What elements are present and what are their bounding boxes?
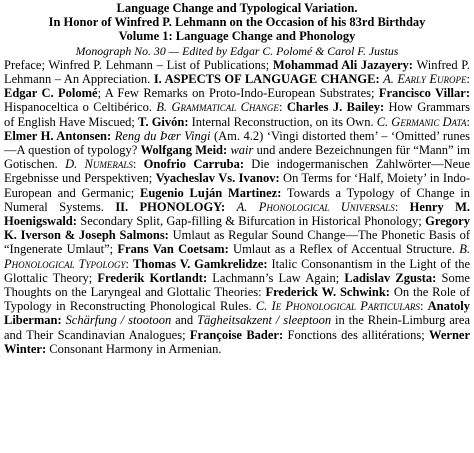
- toc-text: und andere Bezeichnungen für “Mann” im Gotischen.: [4, 143, 470, 172]
- toc-author: Werner Winter:: [4, 327, 470, 356]
- toc-author: T. Givón:: [138, 114, 189, 129]
- toc-italic-title: wair: [230, 143, 254, 158]
- toc-author: Françoise Bader:: [189, 327, 284, 342]
- toc-italic-title: Schärfung / stootoon: [65, 313, 172, 328]
- toc-author: Mohammad Ali Jazayery:: [272, 57, 413, 72]
- toc-text: Lachmann’s Law Again;: [207, 270, 345, 285]
- toc-text: Hispanoceltica o Celtibérico.: [4, 100, 157, 115]
- toc-subsection-heading: A. Phonological Universals: [236, 199, 395, 214]
- toc-author: Frederick W. Schwink:: [265, 285, 390, 300]
- toc-text: :: [466, 72, 471, 87]
- toc-author: Charles J. Bailey:: [286, 100, 385, 115]
- toc-text: Towards a Typology of Change in Numeral Systems.: [4, 185, 470, 214]
- toc-subsection-heading: A. Early Europe: [383, 72, 467, 87]
- toc-text: (Am. 4.2) ‘Vingi distorted them’ – ‘Omitted’ runes—A question of typology?: [4, 128, 471, 158]
- toc-subsection-heading: C. Ie Phonological Particulars: [255, 299, 420, 314]
- table-of-contents: [4, 58, 470, 356]
- toc-author: Onofrio Carruba:: [143, 157, 245, 172]
- toc-text: Die indogermanischen Zahlwörter—Neue Ergebnisse und Perspektiven;: [4, 157, 470, 186]
- toc-text: [225, 200, 236, 214]
- toc-text: in the Rhein-Limburg area and Their Scandinavian Analogues;: [4, 313, 471, 342]
- toc-text: Umlaut as a Reflex of Accentual Structure.: [228, 242, 460, 257]
- toc-text: :: [466, 114, 470, 129]
- toc-text: and: [171, 313, 198, 328]
- toc-subsection-heading: D. Numerals: [65, 157, 133, 172]
- toc-author: Elmer H. Antonsen:: [4, 128, 112, 143]
- volume-title: Volume 1: Language Change and Phonology: [118, 29, 356, 44]
- toc-author: Vyacheslav Vs. Ivanov:: [155, 171, 280, 186]
- toc-author: Eugenio Luján Martinez:: [140, 185, 282, 200]
- toc-section-heading: II. PHONOLOGY:: [115, 199, 226, 214]
- toc-italic-title: Reng dи Þær Vingi: [114, 128, 211, 143]
- toc-text: Internal Reconstruction, on its Own.: [188, 114, 377, 129]
- toc-text: Some Thoughts on the Laryngeal and Glottalic Theories:: [4, 270, 470, 300]
- toc-text: Italic Consonantism in the Light of the Glottalic Theory;: [4, 256, 471, 285]
- toc-author: Frederik Kortlandt:: [97, 270, 208, 285]
- toc-subsection-heading: B. Grammatical Change: [156, 100, 279, 115]
- series-editors: Monograph No. 30 — Edited by Edgar C. Polomé & Carol F. Justus: [75, 43, 399, 58]
- book-dedication: In Honor of Winfred P. Lehmann on the Occasion of his 83rd Birthday: [48, 15, 426, 30]
- toc-author: Francisco Villar:: [378, 86, 470, 101]
- toc-text: Umlaut as Regular Sound Change—The Phonetic Basis of “Ingenerate Umlaut”;: [4, 228, 471, 257]
- toc-text: :: [419, 299, 428, 314]
- toc-author: Thomas V. Gamkrelidze:: [132, 256, 268, 271]
- toc-author: Edgar C. Polomé: [4, 86, 98, 101]
- toc-author: Wolfgang Meid:: [140, 143, 228, 158]
- toc-text: Preface; Winfred P. Lehmann – List of Publications;: [4, 57, 273, 72]
- toc-text: How Grammars of English Have Miscued;: [4, 100, 470, 129]
- toc-text: Winfred P. Lehmann – An Appreciation.: [4, 57, 470, 87]
- toc-text: Consonant Harmony in Armenian.: [46, 341, 222, 356]
- toc-text: :: [278, 100, 287, 115]
- toc-text: :: [125, 256, 133, 271]
- toc-text: ; A Few Remarks on Proto-Indo-European Substrates;: [97, 86, 379, 101]
- toc-text: :: [132, 157, 144, 172]
- toc-text: :: [394, 199, 410, 214]
- toc-subsection-heading: B. Phonological Typology: [4, 242, 470, 271]
- toc-author: Henry M. Hoenigswald:: [4, 199, 470, 229]
- toc-text: Fonctions des allitérations;: [283, 327, 430, 342]
- toc-text: On Terms for ‘Half, Moiety’ in Indo-European and Germanic;: [4, 171, 470, 200]
- toc-subsection-heading: C. Germanic Data: [376, 114, 467, 129]
- toc-author: Ladislav Zgusta:: [344, 270, 437, 285]
- toc-text: Secondary Split, Gap-filling & Bifurcation in Historical Phonology;: [76, 214, 426, 229]
- toc-author: Gregory K. Iverson & Joseph Salmons:: [4, 214, 470, 243]
- toc-italic-title: Tägheitsakzent / sleeptoon: [197, 313, 332, 328]
- toc-section-heading: I. ASPECTS OF LANGUAGE CHANGE:: [153, 72, 380, 87]
- book-title: Language Change and Typological Variation.: [116, 1, 358, 15]
- toc-author: Frans Van Coetsam:: [117, 242, 229, 257]
- toc-text: On the Role of Typology in Reconstructing Phonological Rules.: [4, 285, 470, 314]
- toc-author: Anatoly Liberman:: [4, 299, 471, 328]
